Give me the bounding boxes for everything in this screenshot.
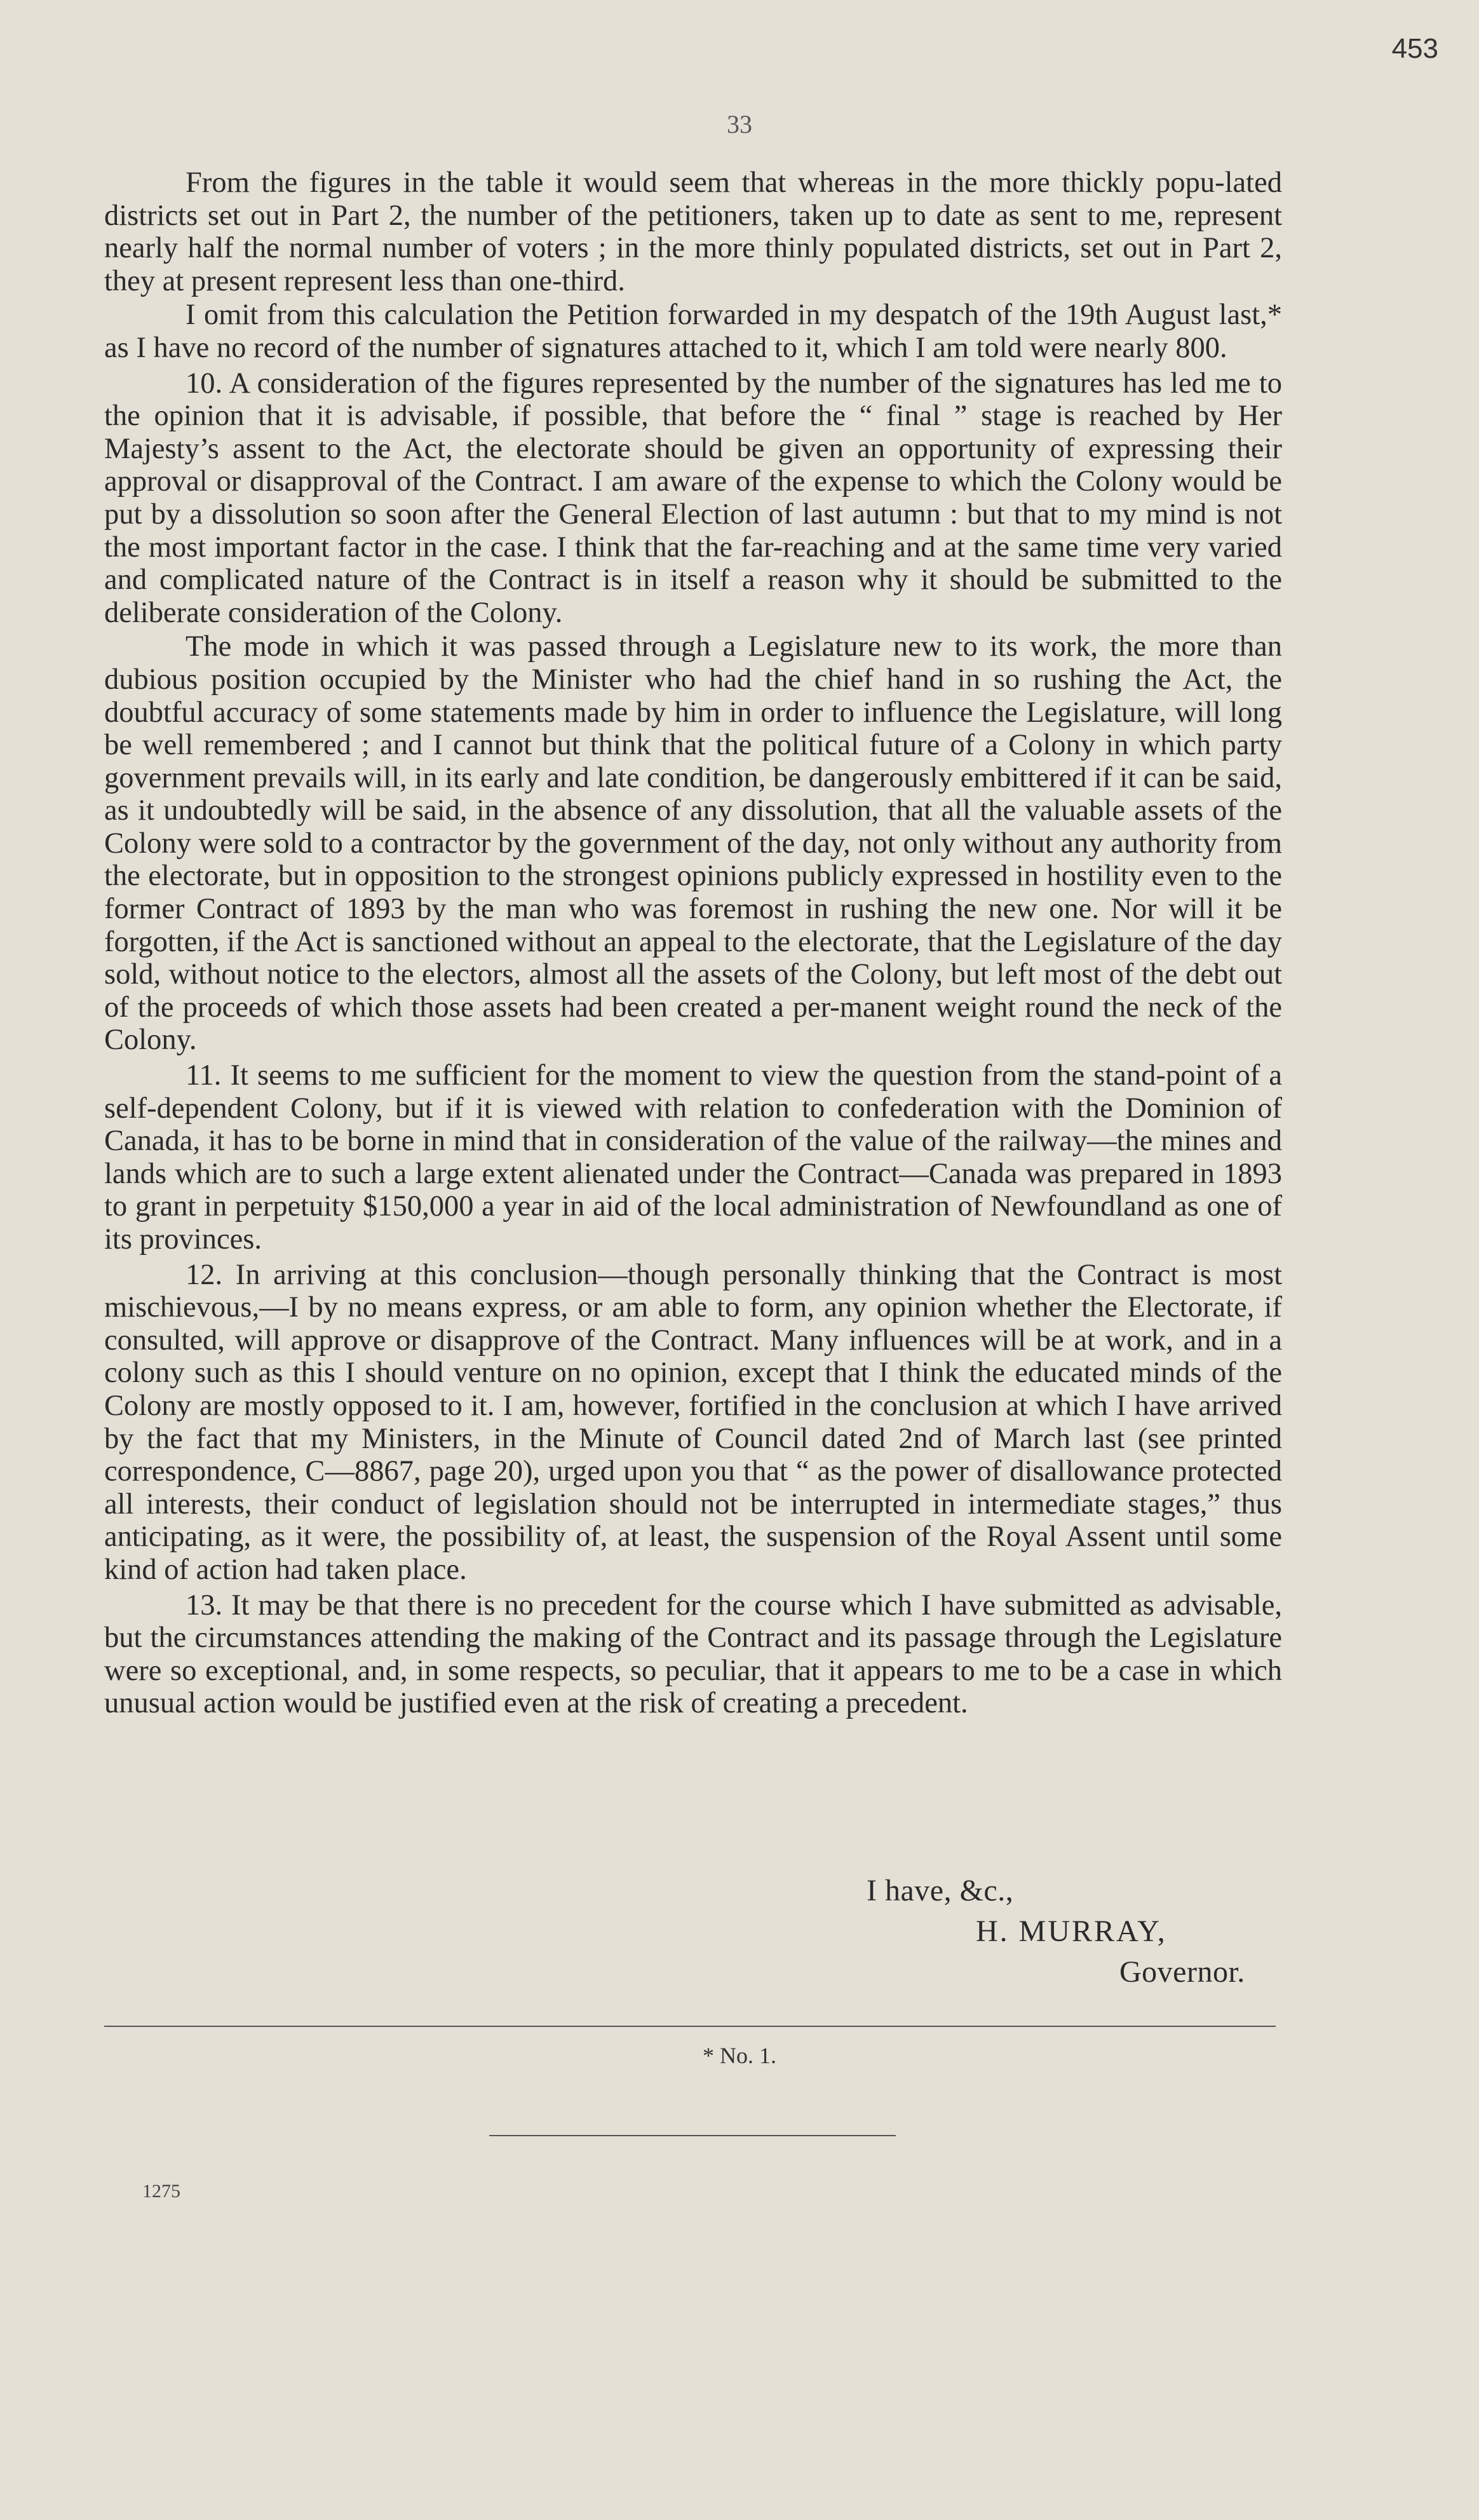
page-number: 33 [727,110,752,139]
print-code: 1275 [142,2181,180,2202]
end-divider [489,2135,896,2136]
letter-body [104,166,1282,1721]
paragraph-13: 13. It may be that there is no precedent for the course which I have submitted as advisable, but the circumstances attending the making of the Contract and its passage through the Legislature were so exceptional, and, in some respects, so peculiar, that it appears to me to be a case in which unusual action would be justified even at the risk of creating a precedent. [104,1589,1282,1720]
paragraph-11: 11. It seems to me sufficient for the moment to view the question from the stand-point of a self-dependent Colony, but if it is viewed with relation to confederation with the Dominion of Canada, it has to be borne in mind that in consideration of the value of the railway—the mines and lands which are to such a large extent alienated under the Contract—Canada was prepared in 1893 to grant in perpetuity $150,000 a year in aid of the local administration of Newfoundland as one of its provinces. [104,1059,1282,1256]
paragraph-12: 12. In arriving at this conclusion—though personally thinking that the Contract is most mischievous,—I by no means express, or am able to form, any opinion whether the Electorate, if consulted, will approve or disapprove of the Contract. Many influences will be at work, and in a colony such as this I should venture on no opinion, except that I think the educated minds of the Colony are mostly opposed to it. I am, however, fortified in the conclusion at which I have arrived by the fact that my Ministers, in the Minute of Council dated 2nd of March last (see printed correspondence, C—8867, page 20), urged upon you that “ as the power of disallowance protected all interests, their conduct of legislation should not be interrupted in intermediate stages,” thus anticipating, as it were, the possibility of, at least, the suspension of the Royal Assent until some kind of action had taken place. [104,1258,1282,1586]
paragraph-figures: From the figures in the table it would seem that whereas in the more thickly popu-lated districts set out in Part 2, the number of the petitioners, taken up to date as sent to me, represent nearly half the normal number of voters ; in the more thinly populated districts, set out in Part 2, they at present represent less than one-third. [104,166,1282,297]
closing-salutation: I have, &c., [867,1874,1014,1907]
paragraph-10: 10. A consideration of the figures represented by the number of the signatures has led me to the opinion that it is advisable, if possible, that before the “ final ” stage is reached by Her Majesty’s assent to the Act, the electorate should be given an opportunity of expressing their approval or disapproval of the Contract. I am aware of the expense to which the Colony would be put by a dissolution so soon after the General Election of last autumn : but that to my mind is not the most important factor in the case. I think that the far-reaching and at the same time very varied and complicated nature of the Contract is in itself a reason why it should be submitted to the deliberate consideration of the Colony. [104,367,1282,629]
footnote-divider [104,2026,1276,2027]
signer-title: Governor. [1119,1955,1245,1989]
paragraph-mode: The mode in which it was passed through a Legislature new to its work, the more than dubious position occupied by the Minister who had the chief hand in so rushing the Act, the doubtful accuracy of some statements made by him in order to influence the Legislature, will long be well remembered ; and I cannot but think that the political future of a Colony in which party government prevails will, in its early and late condition, be dangerously embittered if it can be said, as it undoubtedly will be said, in the absence of any dissolution, that all the valuable assets of the Colony were sold to a contractor by the government of the day, not only without any authority from the electorate, but in opposition to the strongest opinions publicly expressed in hostility even to the former Contract of 1893 by the man who was foremost in rushing the new one. Nor will it be forgotten, if the Act is sanctioned without an appeal to the electorate, that the Legislature of the day sold, without notice to the electors, almost all the assets of the Colony, but left most of the debt out of the proceeds of which those assets had been created a per-manent weight round the neck of the Colony. [104,630,1282,1057]
archive-stamp-number: 453 [1391,33,1438,64]
footnote: * No. 1. [703,2043,776,2068]
signer-name: H. MURRAY, [976,1914,1167,1948]
paragraph-petition: I omit from this calculation the Petition forwarded in my despatch of the 19th August last,* as I have no record of the number of signatures attached to it, which I am told were nearly 800. [104,299,1282,364]
